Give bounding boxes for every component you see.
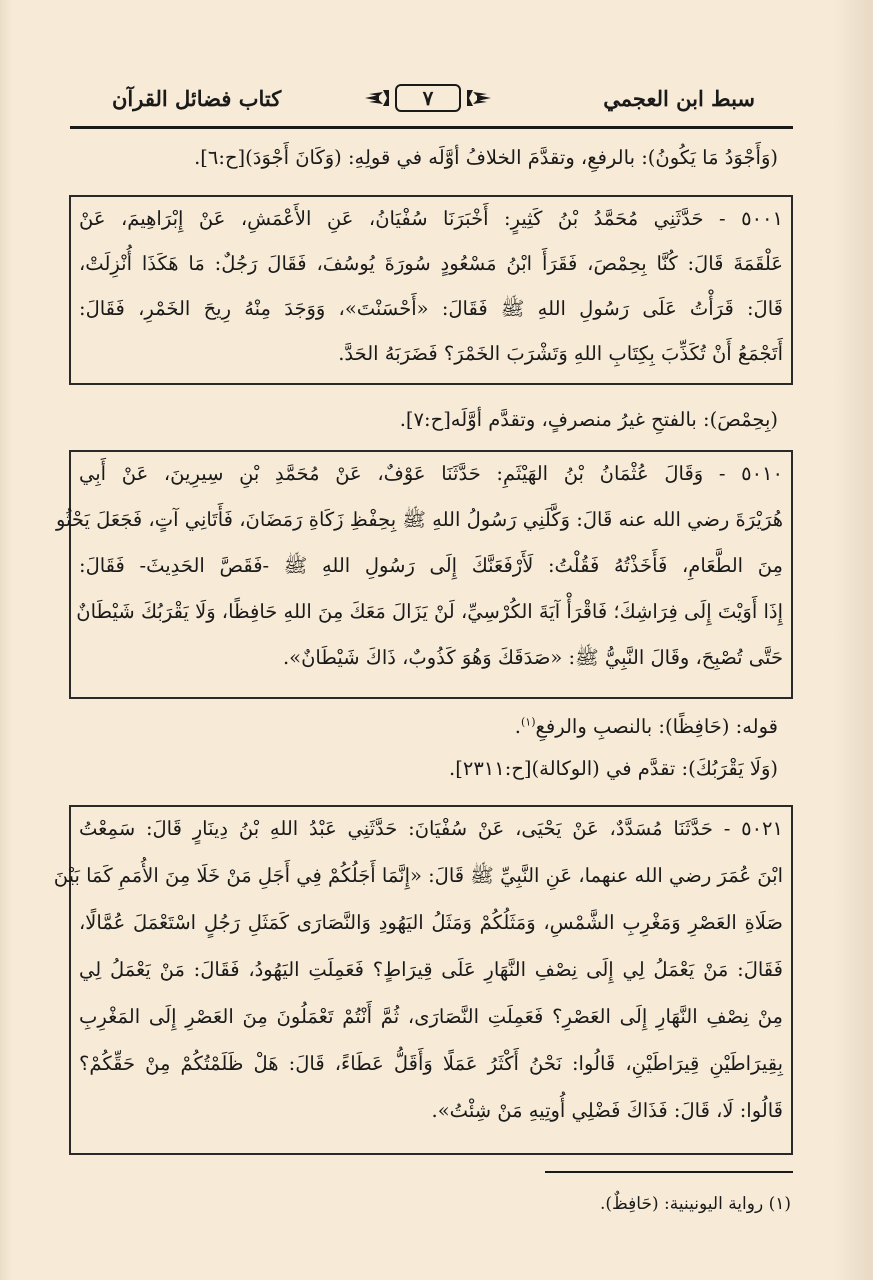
author-name: سبط ابن العجمي: [603, 86, 755, 111]
hadith-line: ٥٠٠١ - حَدَّثَنِي مُحَمَّدُ بْنُ كَثِيرٍ: أَخْبَرَنَا سُفْيَانُ، عَنِ الأَعْمَشِ، عَنْ إِبْرَاهِيمَ، عَنْ: [79, 207, 783, 230]
right-ornament-icon: [463, 89, 491, 107]
hadith-line: إِذَا أَوَيْتَ إِلَى فِرَاشِكَ؛ فَاقْرَأْ آيَةَ الكُرْسِيِّ، لَنْ يَزَالَ مَعَكَ مِنَ اللهِ حَافِظًا، وَلَا يَقْرَبُكَ شَيْطَانٌ: [76, 600, 783, 623]
hadith-line: ٥٠١٠ - وَقَالَ عُثْمَانُ بْنُ الهَيْثَمِ: حَدَّثَنَا عَوْفٌ، عَنْ مُحَمَّدِ بْنِ سِيرِينَ، عَنْ أَبِي: [79, 462, 783, 485]
page-edge-shadow: [833, 0, 873, 1280]
hadith-line: قَالَ: قَرَأْتُ عَلَى رَسُولِ اللهِ ﷺ فَقَالَ: «أَحْسَنْتَ»، وَوَجَدَ مِنْهُ رِيحَ الخَمْرِ، فَقَالَ:: [79, 297, 783, 320]
intro-line: (وَأَجْوَدُ مَا يَكُونُ): بالرفعِ، وتقدَّمَ الخلافُ أوَّلَه في قولِهِ: (وَكَانَ أَجْوَدَ)[ح:٦].: [194, 146, 778, 169]
left-ornament-icon: [365, 89, 393, 107]
book-title: كتاب فضائل القرآن: [112, 86, 282, 111]
hadith-line: ابْنَ عُمَرَ رضي الله عنهما، عَنِ النَّبِيِّ ﷺ قَالَ: «إِنَّمَا أَجَلُكُمْ فِي أَجَلِ مَنْ خَلَا مِنَ الأُمَمِ كَمَا بَيْنَ: [53, 864, 783, 887]
hadith-line: حَتَّى تُصْبِحَ، وقَالَ النَّبِيُّ ﷺ: «صَدَقَكَ وَهُوَ كَذُوبٌ، ذَاكَ شَيْطَانٌ».: [282, 646, 783, 669]
note-hafizan-end: .: [514, 715, 521, 738]
page-number: ٧: [395, 84, 461, 112]
hadith-line: بِقِيرَاطَيْنِ قِيرَاطَيْنِ، قَالُوا: نَحْنُ أَكْثَرُ عَمَلًا وَأَقَلُّ عَطَاءً، قَالَ: هَلْ ظَلَمْتُكُمْ مِنْ حَقِّكُمْ؟: [79, 1052, 783, 1075]
hadith-line: مِنْ نِصْفِ النَّهَارِ إِلَى العَصْرِ؟ فَعَمِلَتِ النَّصَارَى، ثُمَّ أَنْتُمْ تَعْمَلُونَ مِنَ العَصْرِ إِلَى المَغْرِبِ: [79, 1005, 783, 1028]
hadith-line: قَالُوا: لَا، قَالَ: فَذَاكَ فَضْلِي أُوتِيهِ مَنْ شِئْتُ».: [431, 1099, 783, 1122]
page-header: [70, 80, 793, 124]
hadith-line: عَلْقَمَةَ قَالَ: كُنَّا بِحِمْصَ، فَقَرَأَ ابْنُ مَسْعُودٍ سُورَةَ يُوسُفَ، فَقَالَ رَجُلٌ: مَا هَكَذَا أُنْزِلَتْ،: [79, 252, 783, 275]
hadith-line: هُرَيْرَةَ رضي الله عنه قَالَ: وَكَّلَنِي رَسُولُ اللهِ ﷺ بِحِفْظِ زَكَاةِ رَمَضَانَ، فَأَتَانِي آتٍ، فَجَعَلَ يَحْثُو: [55, 508, 783, 531]
footnote-ref[interactable]: (١): [521, 715, 536, 729]
note-hafizan-text: قوله: (حَافِظًا): بالنصبِ والرفعِ: [535, 715, 778, 738]
footnote: (١) رواية اليونينية: (حَافِظٌ).: [599, 1194, 791, 1214]
hadith-line: ٥٠٢١ - حَدَّثَنَا مُسَدَّدٌ، عَنْ يَحْيَى، عَنْ سُفْيَانَ: حَدَّثَنِي عَبْدُ اللهِ بْنُ دِينَارٍ قَالَ: سَمِعْتُ: [79, 817, 783, 840]
header-rule: [70, 126, 793, 129]
page-number-ornament: [365, 84, 495, 114]
hadith-line: فَقَالَ: مَنْ يَعْمَلُ لِي إِلَى نِصْفِ النَّهَارِ عَلَى قِيرَاطٍ؟ فَعَمِلَتِ اليَهُودُ، فَقَالَ: مَنْ يَعْمَلُ لِي: [79, 958, 783, 981]
note-hims: (بِحِمْصَ): بالفتحِ غيرُ منصرفٍ، وتقدَّم أوَّلَه[ح:٧].: [399, 408, 778, 431]
hadith-line: أَتَجْمَعُ أَنْ تُكَذِّبَ بِكِتَابِ اللهِ وَتَشْرَبَ الخَمْرَ؟ فَضَرَبَهُ الحَدَّ.: [338, 342, 783, 365]
note-hafizan: [515, 715, 778, 738]
hadith-box-5001: [69, 195, 793, 385]
hadith-box-5021: [53, 805, 793, 1155]
page-edge-shadow-left: [0, 0, 12, 1280]
note-la-yaqrabuk: (وَلَا يَقْرَبُكَ): تقدَّم في (الوكالة)[ح:٢٣١١].: [449, 757, 778, 780]
footnote-rule: [545, 1171, 793, 1173]
hadith-line: صَلَاةِ العَصْرِ وَمَغْرِبِ الشَّمْسِ، وَمَثَلُكُمْ وَمَثَلُ اليَهُودِ وَالنَّصَارَى كَمَثَلِ رَجُلٍ اسْتَعْمَلَ عُمَّالًا،: [79, 911, 783, 934]
hadith-line: مِنَ الطَّعَامِ، فَأَخَذْتُهُ فَقُلْتُ: لَأَرْفَعَنَّكَ إِلَى رَسُولِ اللهِ ﷺ -فَقَصَّ الحَدِيثَ- فَقَالَ:: [79, 554, 783, 577]
hadith-box-5010: [55, 450, 793, 699]
